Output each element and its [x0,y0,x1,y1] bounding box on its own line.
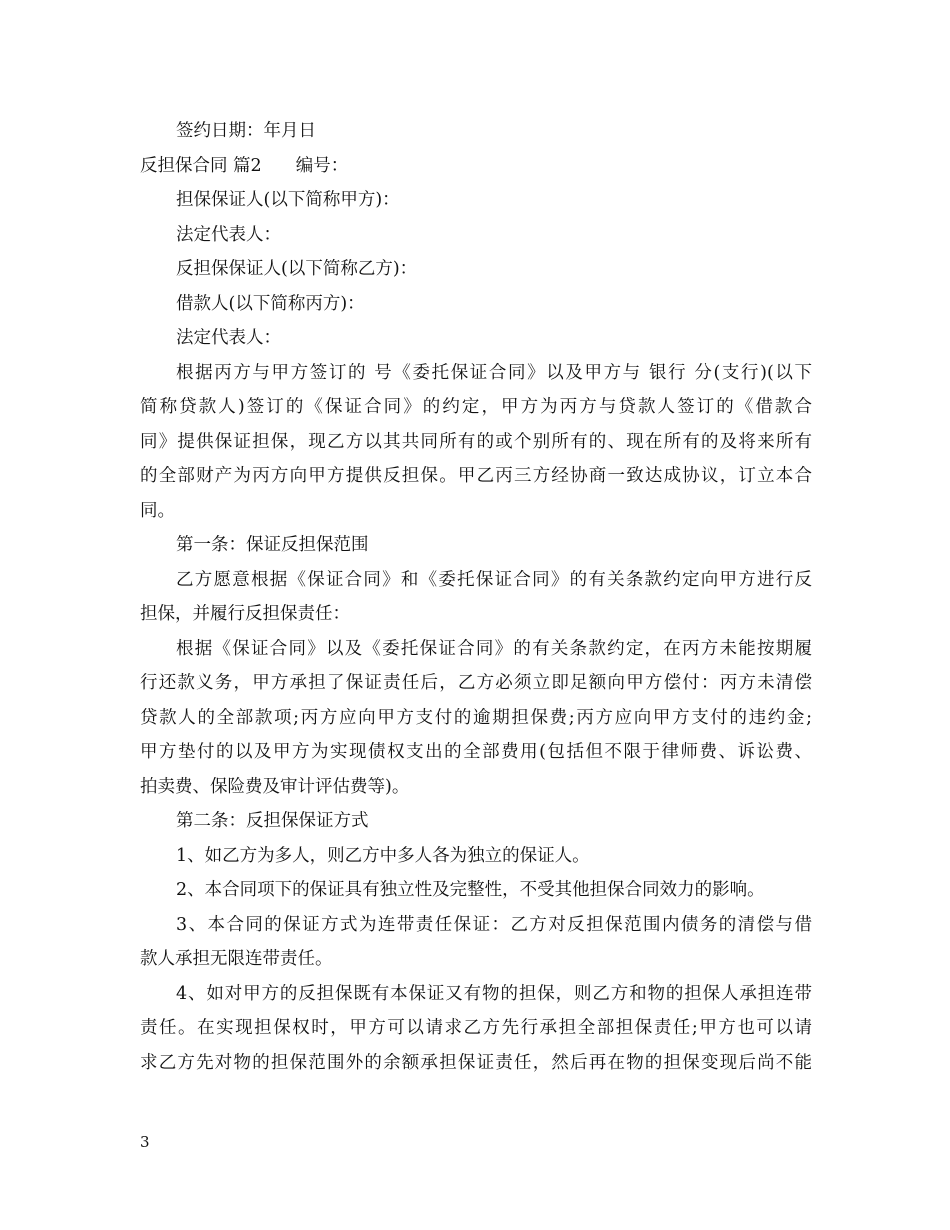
article-one-line: 拍卖费、保险费及审计评估费等)。 [140,776,410,797]
party-b-line: 反担保保证人(以下简称乙方)： [176,259,418,279]
article-one-line: 乙方愿意根据《保证合同》和《委托保证合同》的有关条款约定向甲方进行反 [176,569,812,590]
article-one-line: 行还款义务，甲方承担了保证责任后，乙方必须立即足额向甲方偿付：丙方未清偿 [140,673,812,693]
preamble-line: 根据丙方与甲方签订的 号《委托保证合同》以及甲方与 银行 分(支行)(以下 [176,362,812,383]
preamble-line: 同》提供保证担保，现乙方以其共同所有的或个别所有的、现在所有的及将来所有 [140,431,812,452]
article-one-line: 担保，并履行反担保责任： [140,604,350,624]
article-two-item: 1、如乙方为多人，则乙方中多人各为独立的保证人。 [176,845,590,866]
signing-date-line: 签约日期：年月日 [176,121,316,141]
party-c-line: 借款人(以下简称丙方)： [176,293,365,314]
article-one-line: 贷款人的全部款项;丙方应向甲方支付的逾期担保费;丙方应向甲方支付的违约金; [140,707,812,728]
preamble-line: 的全部财产为丙方向甲方提供反担保。甲乙丙三方经协商一致达成协议，订立本合 [140,466,812,486]
contract-title: 反担保合同 篇2 [140,155,262,176]
article-one-heading: 第一条：保证反担保范围 [176,535,369,555]
article-two-item: 款人承担无限连带责任。 [140,949,333,969]
article-two-item: 求乙方先对物的担保范围外的余额承担保证责任，然后再在物的担保变现后尚不能 [140,1052,812,1073]
article-two-item: 4、如对甲方的反担保既有本保证又有物的担保，则乙方和物的担保人承担连带 [176,983,812,1004]
article-two-item: 2、本合同项下的保证具有独立性及完整性，不受其他担保合同效力的影响。 [176,880,765,900]
contract-title-line [140,149,812,184]
preamble-line: 简称贷款人)签订的《保证合同》的约定，甲方为丙方与贷款人签订的《借款合 [140,397,812,417]
article-one-line: 甲方垫付的以及甲方为实现债权支出的全部费用(包括但不限于律师费、诉讼费、 [140,742,812,762]
page-number: 3 [140,1133,150,1151]
article-one-line: 根据《保证合同》以及《委托保证合同》的有关条款约定，在丙方未能按期履 [176,638,812,659]
party-a-line: 担保保证人(以下简称甲方)： [176,190,400,210]
article-two-item: 3、本合同的保证方式为连带责任保证：乙方对反担保范围内债务的清偿与借 [176,914,812,935]
contract-number-label: 编号： [295,155,349,176]
article-two-heading: 第二条：反担保保证方式 [176,811,369,831]
preamble-line: 同。 [140,500,175,521]
party-c-representative-line: 法定代表人： [176,328,281,348]
article-two-item: 责任。在实现担保权时，甲方可以请求乙方先行承担全部担保责任;甲方也可以请 [140,1018,812,1038]
document-body [140,114,812,1080]
party-a-representative-line: 法定代表人： [176,224,281,245]
